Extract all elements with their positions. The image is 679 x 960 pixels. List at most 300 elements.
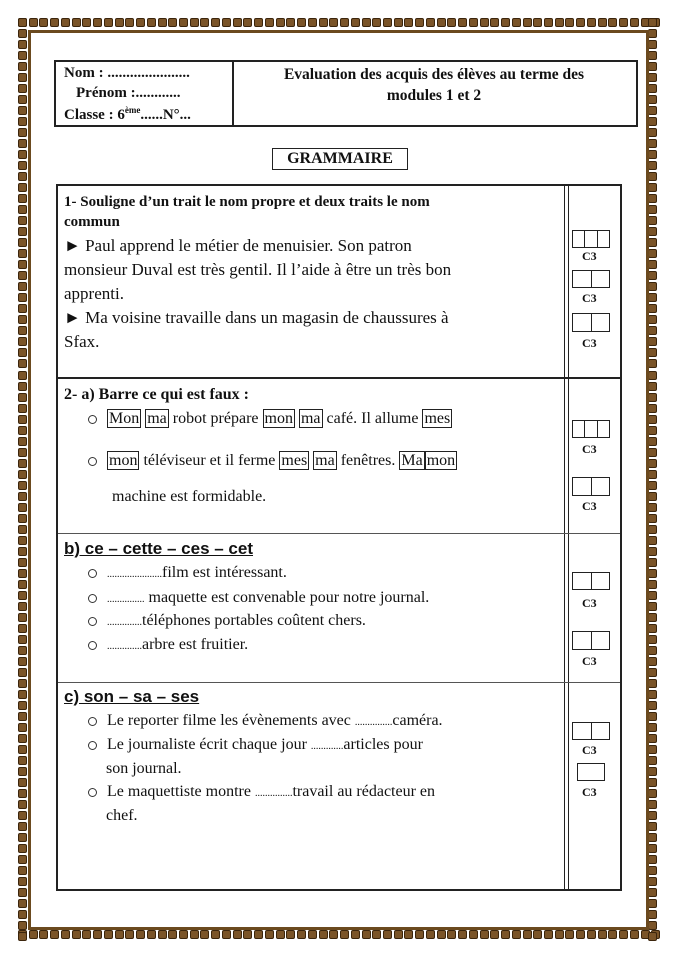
border-bead: [18, 117, 27, 126]
border-bead: [648, 128, 657, 137]
word-choice[interactable]: mon: [264, 410, 293, 427]
score-box[interactable]: [572, 722, 610, 740]
border-bead: [18, 359, 27, 368]
border-bead: [648, 437, 657, 446]
border-bead: [648, 337, 657, 346]
border-bead: [555, 18, 564, 27]
blank-field[interactable]: ..............: [107, 617, 142, 628]
border-bottom-beads: [18, 930, 661, 946]
border-bead: [308, 930, 317, 939]
border-bead: [648, 172, 657, 181]
border-bead: [648, 591, 657, 600]
title-line-1: Evaluation des acquis des élèves au terme des: [283, 66, 585, 83]
border-bead: [222, 18, 231, 27]
border-bead: [648, 260, 657, 269]
border-bead: [608, 18, 617, 27]
blank-field[interactable]: ......................: [107, 569, 162, 580]
word-choice[interactable]: mon: [109, 452, 138, 469]
ex2a-instruction: 2- a) Barre ce qui est faux :: [64, 386, 249, 403]
border-bead: [648, 95, 657, 104]
border-bead: [18, 62, 27, 71]
ex2c-item-text: Le journaliste écrit chaque jour: [107, 736, 311, 753]
border-bead: [50, 930, 59, 939]
border-bead: [648, 899, 657, 908]
border-bead: [18, 216, 27, 225]
border-bead: [648, 326, 657, 335]
ex2c-item-end: articles pour: [343, 736, 423, 753]
ex2a-text: robot prépare: [168, 410, 263, 427]
border-bead: [648, 271, 657, 280]
criterion-label: C3: [582, 743, 597, 757]
border-bead: [648, 459, 657, 468]
border-bead: [18, 183, 27, 192]
border-bead: [648, 602, 657, 611]
border-bead: [458, 930, 467, 939]
border-bead: [648, 205, 657, 214]
border-bead: [18, 95, 27, 104]
border-bead: [630, 930, 639, 939]
border-bead: [648, 547, 657, 556]
border-bead: [648, 580, 657, 589]
border-bead: [598, 18, 607, 27]
border-bead: [648, 745, 657, 754]
border-bead: [648, 668, 657, 677]
ex2b-title: b) ce – cette – ces – cet: [64, 539, 254, 558]
bullet-circle: [88, 741, 97, 750]
border-bead: [608, 930, 617, 939]
border-bead: [372, 930, 381, 939]
border-bead: [648, 756, 657, 765]
bullet-circle: [88, 788, 97, 797]
border-bead: [480, 930, 489, 939]
bullet-circle: [88, 415, 97, 424]
border-bead: [18, 690, 27, 699]
word-choice[interactable]: mes: [424, 410, 451, 427]
border-bead: [18, 426, 27, 435]
criterion-label: C3: [582, 785, 597, 799]
border-bead: [18, 29, 27, 38]
border-bead: [394, 18, 403, 27]
bullet-circle: [88, 457, 97, 466]
border-bead: [648, 216, 657, 225]
border-bead: [648, 833, 657, 842]
border-bead: [648, 877, 657, 886]
border-bead: [648, 613, 657, 622]
border-bead: [351, 930, 360, 939]
border-bead: [555, 930, 564, 939]
border-bead: [648, 40, 657, 49]
border-bead: [18, 227, 27, 236]
border-bead: [648, 359, 657, 368]
border-bead: [648, 888, 657, 897]
border-bead: [222, 930, 231, 939]
border-bead: [383, 930, 392, 939]
border-bead: [648, 382, 657, 391]
ex2c-item: [88, 736, 423, 754]
border-bead: [447, 18, 456, 27]
border-bead: [648, 426, 657, 435]
border-bead: [125, 18, 134, 27]
border-bead: [18, 547, 27, 556]
border-bead: [648, 932, 657, 941]
numero-label: ......N°...: [140, 107, 191, 123]
border-bead: [648, 304, 657, 313]
border-bead: [576, 18, 585, 27]
border-bead: [276, 18, 285, 27]
border-bead: [18, 459, 27, 468]
ex1-instruction: 1- Souligne d’un trait le nom propre et deux traits le nom: [64, 194, 430, 210]
criterion-label: C3: [582, 336, 597, 350]
border-bead: [18, 282, 27, 291]
border-bead: [415, 930, 424, 939]
word-choice[interactable]: Mon: [109, 410, 140, 427]
border-bead: [18, 591, 27, 600]
border-bead: [243, 930, 252, 939]
border-bead: [648, 855, 657, 864]
score-box[interactable]: [572, 420, 610, 438]
ex2b-item: [88, 636, 248, 654]
border-bead: [243, 18, 252, 27]
border-bead: [168, 18, 177, 27]
border-bead: [648, 348, 657, 357]
score-box[interactable]: [577, 763, 605, 781]
border-bead: [648, 503, 657, 512]
score-box[interactable]: [572, 477, 610, 496]
blank-field[interactable]: ...............: [107, 594, 145, 605]
border-bead: [512, 930, 521, 939]
blank-field[interactable]: .............: [310, 741, 344, 752]
border-bead: [648, 525, 657, 534]
border-bead: [362, 18, 371, 27]
border-bead: [383, 18, 392, 27]
border-bead: [18, 646, 27, 655]
border-bead: [648, 723, 657, 732]
border-bead: [18, 161, 27, 170]
border-bead: [93, 930, 102, 939]
border-bead: [18, 536, 27, 545]
border-bead: [18, 789, 27, 798]
border-bead: [437, 18, 446, 27]
border-bead: [276, 930, 285, 939]
ex2c-item-text: Le reporter filme les évènements avec: [107, 712, 355, 729]
border-bead: [630, 18, 639, 27]
border-bead: [200, 18, 209, 27]
border-bead: [544, 18, 553, 27]
border-bead: [404, 930, 413, 939]
border-bead: [544, 930, 553, 939]
border-bead: [648, 315, 657, 324]
border-bead: [648, 767, 657, 776]
border-bead: [18, 624, 27, 633]
border-bead: [136, 18, 145, 27]
border-bead: [415, 18, 424, 27]
score-box[interactable]: [572, 631, 610, 650]
border-bead: [501, 930, 510, 939]
blank-field[interactable]: ...............: [354, 717, 393, 728]
border-bead: [648, 194, 657, 203]
border-bead: [619, 930, 628, 939]
border-bead: [18, 348, 27, 357]
criterion-label: C3: [582, 499, 597, 513]
border-bead: [18, 635, 27, 644]
border-bead: [233, 18, 242, 27]
ex1-paragraph1-line3: apprenti.: [64, 284, 124, 303]
word-choice[interactable]: ma: [315, 452, 335, 469]
border-bead: [18, 437, 27, 446]
border-bead: [648, 51, 657, 60]
blank-field[interactable]: ..............: [107, 641, 142, 652]
border-bead: [18, 668, 27, 677]
header-box: [54, 60, 638, 127]
ex2c-item-cont: son journal.: [106, 760, 182, 777]
score-column-divider: [564, 186, 569, 889]
word-choice[interactable]: mon: [426, 452, 456, 469]
border-bead: [18, 128, 27, 137]
border-bead: [308, 18, 317, 27]
word-choice[interactable]: ma: [300, 410, 321, 427]
ex1-paragraph1-line1: ► Paul apprend le métier de menuisier. Son patron: [64, 236, 412, 255]
score-box[interactable]: [572, 313, 610, 332]
border-bead: [18, 921, 27, 930]
border-bead: [587, 930, 596, 939]
border-bead: [394, 930, 403, 939]
border-bead: [18, 734, 27, 743]
border-bead: [512, 18, 521, 27]
border-bead: [18, 844, 27, 853]
border-bead: [648, 470, 657, 479]
border-bead: [648, 690, 657, 699]
prenom-field[interactable]: [76, 85, 181, 102]
border-bead: [648, 150, 657, 159]
border-bead: [426, 930, 435, 939]
border-bead: [147, 930, 156, 939]
border-bead: [648, 657, 657, 666]
border-bead: [648, 249, 657, 258]
border-right-beads: [648, 18, 664, 942]
word-choice[interactable]: Ma: [401, 452, 423, 469]
border-bead: [648, 371, 657, 380]
border-bead: [39, 18, 48, 27]
border-bead: [533, 930, 542, 939]
border-bead: [254, 930, 263, 939]
border-bead: [147, 18, 156, 27]
border-bead: [648, 910, 657, 919]
border-bead: [18, 271, 27, 280]
border-bead: [648, 18, 657, 27]
classe-field[interactable]: [64, 105, 191, 124]
border-bead: [18, 40, 27, 49]
ex2c-title: c) son – sa – ses: [64, 687, 200, 706]
border-bead: [211, 18, 220, 27]
border-bead: [18, 558, 27, 567]
border-bead: [319, 930, 328, 939]
border-bead: [362, 930, 371, 939]
border-bead: [18, 503, 27, 512]
border-bead: [372, 18, 381, 27]
border-bead: [18, 822, 27, 831]
border-bead: [648, 415, 657, 424]
border-bead: [469, 18, 478, 27]
border-bead: [179, 930, 188, 939]
border-bead: [648, 227, 657, 236]
border-bead: [136, 930, 145, 939]
border-bead: [18, 481, 27, 490]
border-bead: [18, 293, 27, 302]
border-bead: [286, 930, 295, 939]
classe-sup: ème: [124, 105, 141, 115]
ex1-paragraph2-line1: ► Ma voisine travaille dans un magasin de chaussures à: [64, 308, 449, 327]
nom-label: Nom : ......................: [64, 65, 190, 81]
border-bead: [598, 930, 607, 939]
border-bead: [18, 833, 27, 842]
border-bead: [648, 635, 657, 644]
border-bead: [254, 18, 263, 27]
border-bead: [18, 415, 27, 424]
divider-ex1: [58, 377, 620, 379]
prenom-label: Prénom :............: [76, 85, 181, 101]
border-bead: [18, 73, 27, 82]
student-info: [56, 62, 234, 125]
border-bead: [648, 293, 657, 302]
criterion-label: C3: [582, 249, 597, 263]
ex2a-line1: [88, 410, 452, 428]
bullet-circle: [88, 569, 97, 578]
border-bead: [18, 18, 27, 27]
border-bead: [648, 778, 657, 787]
border-bead: [18, 382, 27, 391]
border-bead: [648, 536, 657, 545]
border-bead: [18, 756, 27, 765]
border-bead: [648, 282, 657, 291]
border-bead: [18, 448, 27, 457]
border-bead: [648, 789, 657, 798]
border-bead: [18, 745, 27, 754]
ex2a-text: fenêtres.: [336, 452, 400, 469]
ex1-paragraph2-line2: Sfax.: [64, 332, 100, 351]
border-bead: [648, 238, 657, 247]
bullet-circle: [88, 641, 97, 650]
border-bead: [426, 18, 435, 27]
border-bead: [648, 921, 657, 930]
border-bead: [18, 205, 27, 214]
ex2c-item-end: travail au rédacteur en: [292, 783, 436, 800]
border-bead: [82, 18, 91, 27]
border-bead: [104, 930, 113, 939]
border-bead: [648, 117, 657, 126]
border-bead: [50, 18, 59, 27]
border-bead: [18, 371, 27, 380]
criterion-label: C3: [582, 291, 597, 305]
border-bead: [18, 139, 27, 148]
border-bead: [533, 18, 542, 27]
blank-field[interactable]: ...............: [254, 788, 293, 799]
evaluation-title: [234, 64, 634, 106]
score-box[interactable]: [572, 230, 610, 248]
border-bead: [18, 470, 27, 479]
ex2c-item-text: Le maquettiste montre: [107, 783, 255, 800]
border-bead: [648, 161, 657, 170]
criterion-label: C3: [582, 442, 597, 456]
border-bead: [61, 18, 70, 27]
border-bead: [648, 481, 657, 490]
border-bead: [18, 877, 27, 886]
ex2b-item-text: maquette est convenable pour notre journal.: [144, 589, 430, 606]
border-bead: [18, 569, 27, 578]
word-choice[interactable]: mes: [281, 452, 308, 469]
border-bead: [18, 657, 27, 666]
border-bead: [18, 866, 27, 875]
border-bead: [18, 260, 27, 269]
nom-field[interactable]: [64, 65, 190, 82]
word-choice[interactable]: ma: [147, 410, 167, 427]
border-bead: [18, 404, 27, 413]
border-bead: [158, 18, 167, 27]
divider-ex2a: [58, 533, 620, 534]
ex2b-item-text: film est intéressant.: [162, 564, 287, 581]
border-bead: [565, 930, 574, 939]
border-bead: [211, 930, 220, 939]
border-bead: [18, 910, 27, 919]
bullet-circle: [88, 594, 97, 603]
border-bead: [18, 899, 27, 908]
border-bead: [18, 767, 27, 776]
bullet-circle: [88, 617, 97, 626]
border-bead: [18, 778, 27, 787]
border-bead: [18, 602, 27, 611]
border-bead: [82, 930, 91, 939]
exercise-box: [56, 184, 622, 891]
border-bead: [18, 800, 27, 809]
border-bead: [200, 930, 209, 939]
classe-label: Classe : 6: [64, 107, 125, 123]
border-bead: [168, 930, 177, 939]
ex2c-item-cont: chef.: [106, 807, 138, 824]
border-bead: [648, 866, 657, 875]
border-bead: [18, 723, 27, 732]
border-bead: [18, 194, 27, 203]
border-bead: [18, 613, 27, 622]
border-bead: [18, 525, 27, 534]
border-bead: [18, 315, 27, 324]
score-box[interactable]: [572, 270, 610, 288]
ex2b-item: [88, 589, 429, 607]
border-bead: [104, 18, 113, 27]
ex2c-item: [88, 712, 443, 730]
criterion-label: C3: [582, 654, 597, 668]
border-bead: [469, 930, 478, 939]
border-bead: [648, 62, 657, 71]
ex2b-item-text: téléphones portables coûtent chers.: [142, 612, 366, 629]
border-bead: [648, 734, 657, 743]
border-bead: [18, 172, 27, 181]
border-bead: [18, 51, 27, 60]
criterion-label: C3: [582, 596, 597, 610]
border-bead: [648, 844, 657, 853]
border-bead: [179, 18, 188, 27]
ex1-instruction-cont: commun: [64, 214, 120, 230]
section-title: GRAMMAIRE: [272, 148, 408, 170]
border-bead: [648, 646, 657, 655]
score-box[interactable]: [572, 572, 610, 590]
border-bead: [93, 18, 102, 27]
border-bead: [18, 150, 27, 159]
border-bead: [18, 679, 27, 688]
border-bead: [158, 930, 167, 939]
border-bead: [72, 18, 81, 27]
border-bead: [648, 393, 657, 402]
border-bead: [648, 701, 657, 710]
border-bead: [501, 18, 510, 27]
